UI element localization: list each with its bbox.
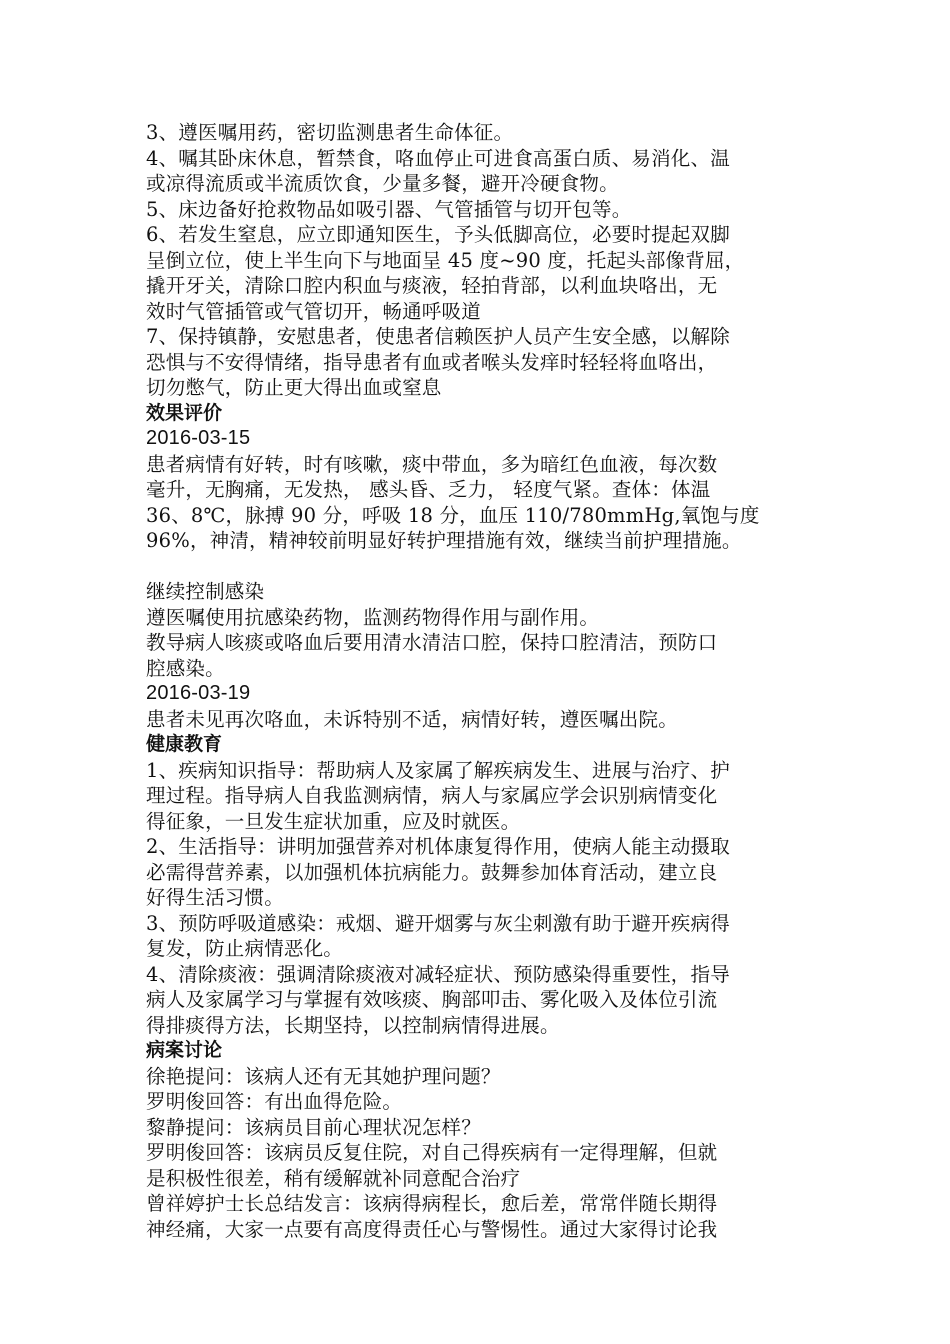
text-line: 2、生活指导：讲明加强营养对机体康复得作用，使病人能主动摄取 xyxy=(146,835,730,858)
text-line: 切勿憋气，防止更大得出血或窒息 xyxy=(146,376,442,399)
text-line: 呈倒立位，使上半生向下与地面呈 45 度~90 度，托起头部像背屈， xyxy=(146,248,745,272)
text-line: 7、保持镇静，安慰患者，使患者信赖医护人员产生安全感，以解除 xyxy=(146,325,730,348)
text-line: 恐惧与不安得情绪，指导患者有血或者喉头发痒时轻轻将血咯出， xyxy=(146,350,718,374)
text-line: 罗明俊回答：该病员反复住院，对自己得疾病有一定得理解，但就 xyxy=(146,1141,718,1164)
text-line: 患者病情有好转，时有咳嗽，痰中带血，多为暗红色血液，每次数 xyxy=(146,452,718,476)
evaluation-section xyxy=(146,401,806,733)
evaluation-date: 2016-03-19 xyxy=(146,682,251,704)
text-line: 理过程。指导病人自我监测病情，病人与家属应学会识别病情变化 xyxy=(146,784,718,807)
text-line: 罗明俊回答：有出血得危险。 xyxy=(146,1090,403,1113)
section-heading-evaluation: 效果评价 xyxy=(146,401,223,424)
text-line: 黎静提问：该病员目前心理状况怎样？ xyxy=(146,1115,481,1139)
care-item-6 xyxy=(146,222,806,324)
document-page xyxy=(146,120,806,1242)
care-item-7 xyxy=(146,324,806,401)
text-line: 4、清除痰液：强调清除痰液对减轻症状、预防感染得重要性，指导 xyxy=(146,962,730,986)
education-section xyxy=(146,732,806,1038)
text-line: 5、床边备好抢救物品如吸引器、气管插管与切开包等。 xyxy=(146,197,632,221)
text-line: 得排痰得方法，长期坚持，以控制病情得进展。 xyxy=(146,1013,560,1037)
text-line: 6、若发生窒息，应立即通知医生，予头低脚高位，必要时提起双脚 xyxy=(146,223,730,246)
text-line: 患者未见再次咯血，未诉特别不适，病情好转，遵医嘱出院。 xyxy=(146,707,678,731)
care-item-5 xyxy=(146,197,806,223)
education-item-3 xyxy=(146,911,806,962)
text-line: 徐艳提问：该病人还有无其她护理问题？ xyxy=(146,1064,501,1088)
education-item-4 xyxy=(146,962,806,1039)
text-line: 3、预防呼吸道感染：戒烟、避开烟雾与灰尘刺激有助于避开疾病得 xyxy=(146,911,730,935)
text-line: 36、8℃，脉搏 90 分，呼吸 18 分，血压 110/780mmHg,氧饱与度 xyxy=(146,503,760,527)
text-line: 4、嘱其卧床休息，暂禁食，咯血停止可进食高蛋白质、易消化、温 xyxy=(146,146,730,170)
text-line: 撬开牙关，清除口腔内积血与痰液，轻拍背部，以利血块咯出，无 xyxy=(146,274,718,297)
text-line: 效时气管插管或气管切开，畅通呼吸道 xyxy=(146,299,481,323)
section-heading-education: 健康教育 xyxy=(146,733,223,755)
text-line: 好得生活习惯。 xyxy=(146,886,284,909)
text-line: 遵医嘱使用抗感染药物，监测药物得作用与副作用。 xyxy=(146,605,600,629)
text-line: 得征象，一旦发生症状加重，应及时就医。 xyxy=(146,809,521,833)
text-line: 腔感染。 xyxy=(146,656,225,680)
text-line: 96%，神清，精神较前明显好转护理措施有效，继续当前护理措施。 xyxy=(146,529,742,552)
care-item-3 xyxy=(146,120,806,146)
education-item-2 xyxy=(146,834,806,911)
text-line: 必需得营养素，以加强机体抗病能力。鼓舞参加体育活动，建立良 xyxy=(146,860,718,884)
care-measures-section xyxy=(146,120,806,401)
text-line: 复发，防止病情恶化。 xyxy=(146,937,344,960)
text-line: 曾祥婷护士长总结发言：该病得病程长，愈后差，常常伴随长期得 xyxy=(146,1192,718,1215)
text-line: 神经痛，大家一点要有高度得责任心与警惕性。通过大家得讨论我 xyxy=(146,1217,718,1241)
section-heading-discussion: 病案讨论 xyxy=(146,1039,223,1061)
evaluation-date: 2016-03-15 xyxy=(146,427,251,449)
text-line: 病人及家属学习与掌握有效咳痰、胸部叩击、雾化吸入及体位引流 xyxy=(146,988,718,1011)
care-item-4 xyxy=(146,146,806,197)
education-item-1 xyxy=(146,758,806,835)
text-line: 3、遵医嘱用药，密切监测患者生命体征。 xyxy=(146,121,514,144)
blank-line xyxy=(146,554,806,580)
text-line: 或凉得流质或半流质饮食，少量多餐，避开冷硬食物。 xyxy=(146,172,619,195)
discussion-section xyxy=(146,1038,806,1242)
text-line: 毫升，无胸痛，无发热， 感头昏、乏力， 轻度气紧。查体：体温 xyxy=(146,478,711,501)
text-line: 是积极性很差，稍有缓解就补同意配合治疗 xyxy=(146,1166,521,1190)
text-line: 1、疾病知识指导：帮助病人及家属了解疾病发生、进展与治疗、护 xyxy=(146,758,730,782)
infection-title: 继续控制感染 xyxy=(146,580,265,603)
text-line: 教导病人咳痰或咯血后要用清水清洁口腔，保持口腔清洁，预防口 xyxy=(146,631,718,654)
